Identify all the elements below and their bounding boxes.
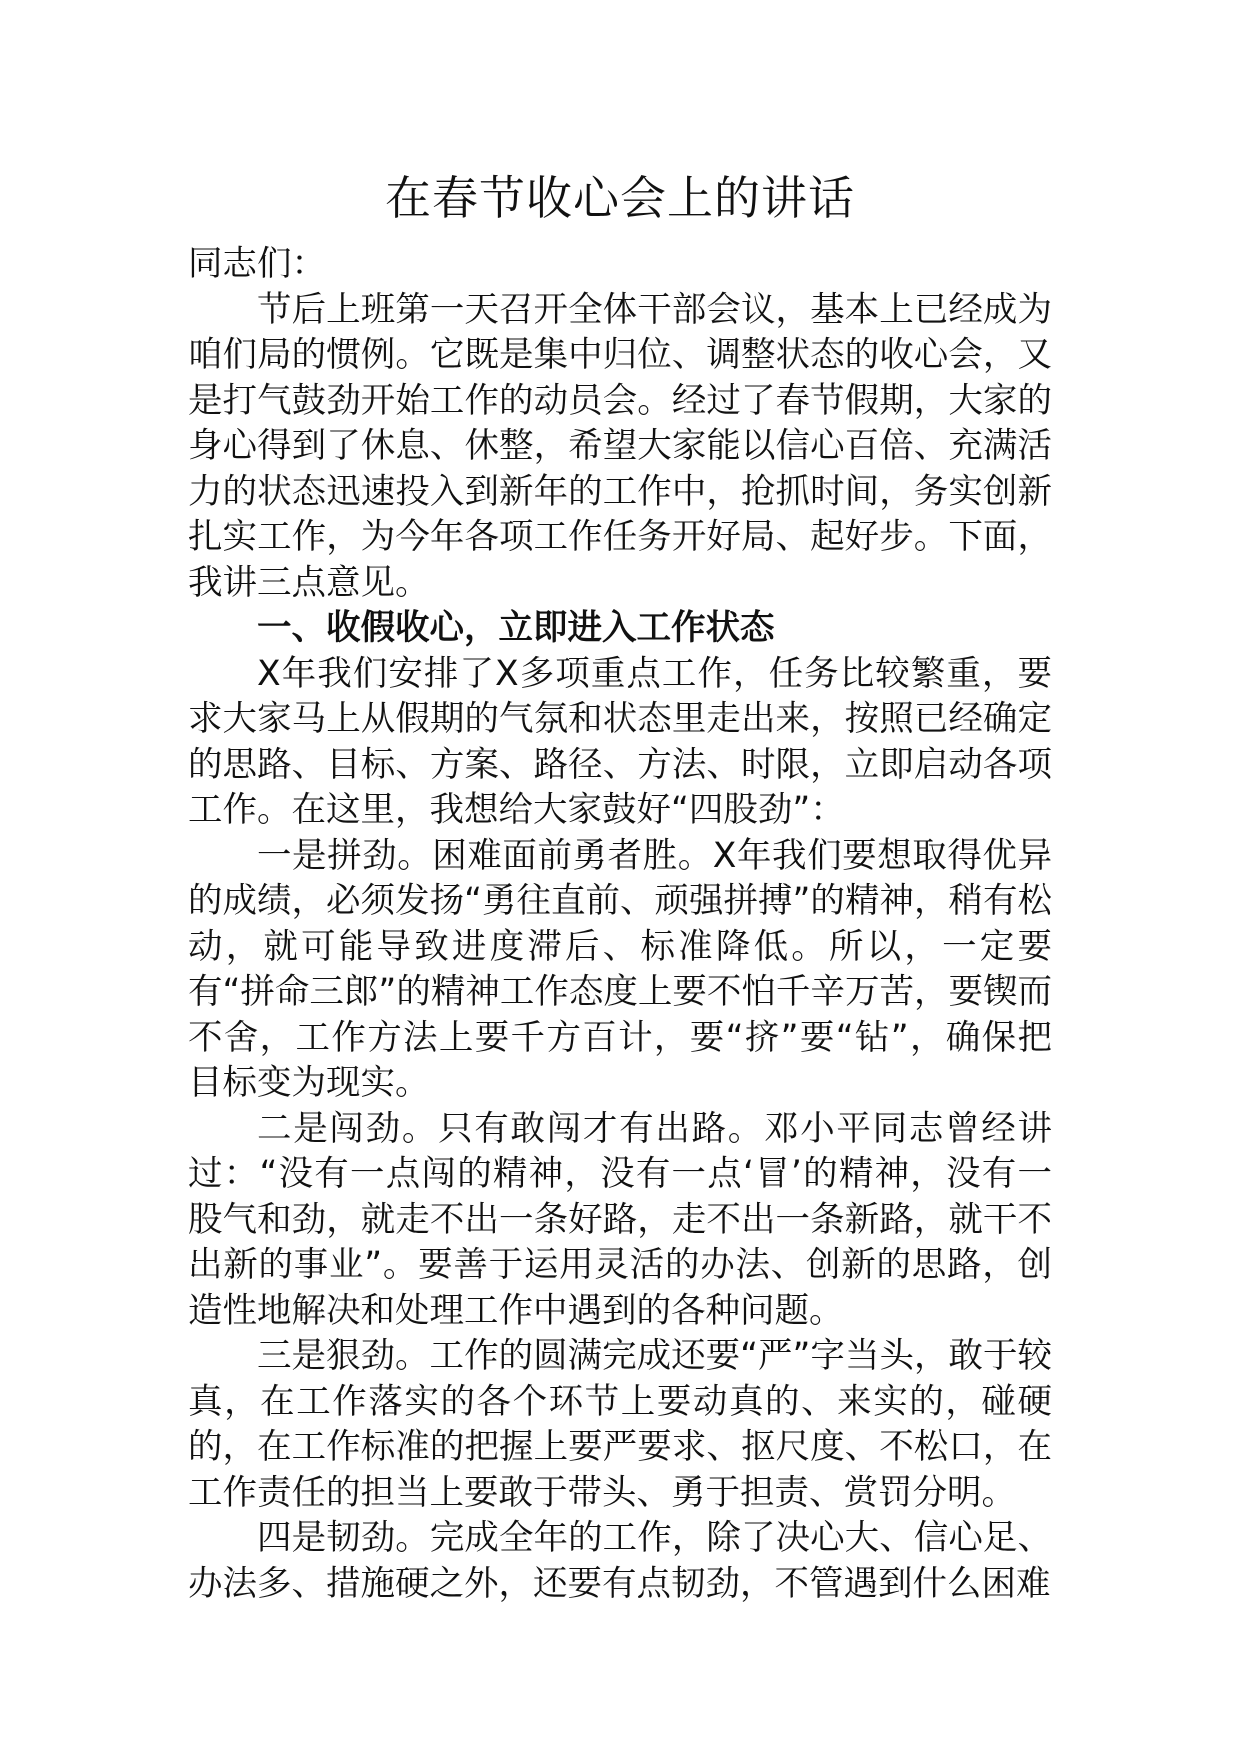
paragraph-intro: 节后上班第一天召开全体干部会议，基本上已经成为咱们局的惯例。它既是集中归位、调整状态的收心会，又是打气鼓劲开始工作的动员会。经过了春节假期，大家的身心得到了休息、休整，希望大家能以信心百倍、充满活力的状态迅速投入到新年的工作中，抢抓时间，务实创新扎实工作，为今年各项工作任务开好局、起好步。下面，我讲三点意见。 — [188, 289, 1052, 603]
paragraph-point-1: 一是拼劲。困难面前勇者胜。X年我们要想取得优异的成绩，必须发扬“勇往直前、顽强拼搏”的精神，稍有松动，就可能导致进度滞后、标准降低。所以，一定要有“拼命三郎”的精神工作态度上要不怕千辛万苦，要锲而不舍，工作方法上要千方百计，要“挤”要“钻”，确保把目标变为现实。 — [188, 835, 1052, 1103]
paragraph-point-2: 二是闯劲。只有敢闯才有出路。邓小平同志曾经讲过：“没有一点闯的精神，没有一点‘冒’的精神，没有一股气和劲，就走不出一条好路，走不出一条新路，就干不出新的事业”。要善于运用灵活的办法、创新的思路，创造性地解决和处理工作中遇到的各种问题。 — [188, 1108, 1052, 1331]
paragraph-section-1-intro: X年我们安排了X多项重点工作，任务比较繁重，要求大家马上从假期的气氛和状态里走出来，按照已经确定的思路、目标、方案、路径、方法、时限，立即启动各项工作。在这里，我想给大家鼓好“四股劲”： — [188, 653, 1052, 830]
salutation: 同志们： — [188, 244, 326, 284]
document-body — [188, 162, 1052, 1607]
section-heading-1: 一、收假收心，立即进入工作状态 — [257, 608, 775, 648]
paragraph-point-4: 四是韧劲。完成全年的工作，除了决心大、信心足、办法多、措施硬之外，还要有点韧劲，不管遇到什么困难 — [188, 1518, 1052, 1604]
document-title: 在春节收心会上的讲话 — [385, 171, 855, 225]
paragraph-point-3: 三是狠劲。工作的圆满完成还要“严”字当头，敢于较真，在工作落实的各个环节上要动真的、来实的，碰硬的，在工作标准的把握上要严要求、抠尺度、不松口，在工作责任的担当上要敢于带头、勇于担责、赏罚分明。 — [188, 1336, 1052, 1513]
